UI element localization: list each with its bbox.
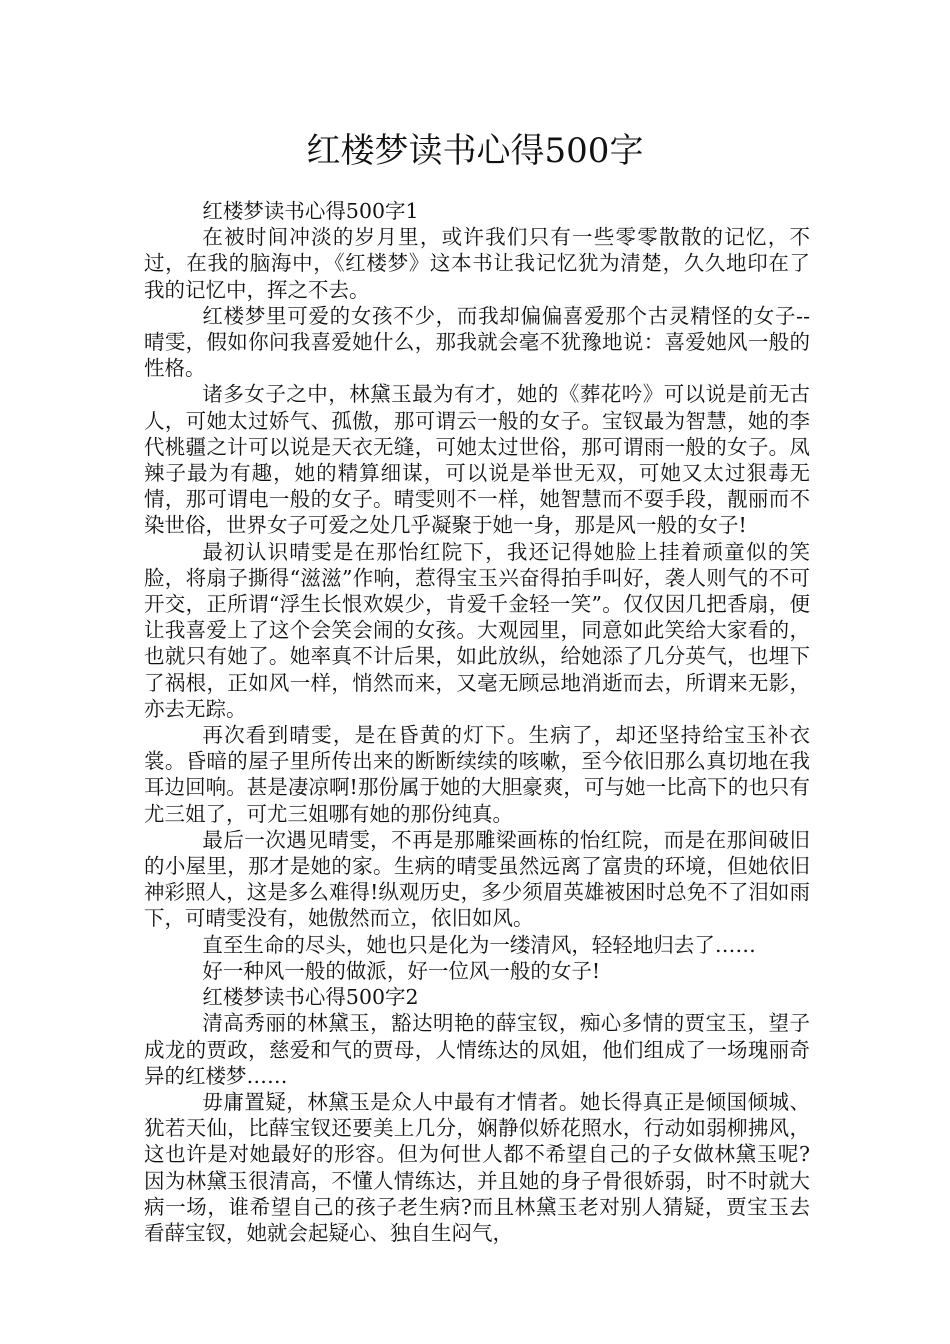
paragraph: 再次看到晴雯，是在昏黄的灯下。生病了，却还坚持给宝玉补衣裳。昏暗的屋子里所传出来的断断续续的咳嗽，至今依旧那么真切地在我耳边回响。甚是凄凉啊!那份属于她的大胆豪爽，可与她一比高下的也只有尤三姐了，可尤三姐哪有她的那份纯真。	[144, 723, 810, 826]
paragraph: 最初认识晴雯是在那怡红院下，我还记得她脸上挂着顽童似的笑脸，将扇子撕得“滋滋”作响，惹得宝玉兴奋得拍手叫好，袭人则气的不可开交，正所谓“浮生长恨欢娱少，肯爱千金轻一笑”。仅仅因几把香扇，便让我喜爱上了这个会笑会闹的女孩。大观园里，同意如此笑给大家看的，也就只有她了。她率真不计后果，如此放纵，给她添了几分英气，也埋下了祸根，正如风一样，悄然而来，又毫无顾忌地消逝而去，所谓来无影，亦去无踪。	[144, 539, 810, 721]
paragraph: 在被时间冲淡的岁月里，或许我们只有一些零零散散的记忆，不过，在我的脑海中，《红楼梦》这本书让我记忆犹为清楚，久久地印在了我的记忆中，挥之不去。	[144, 225, 810, 302]
section-heading-1: 红楼梦读书心得500字1	[202, 199, 419, 223]
paragraph: 诸多女子之中，林黛玉最为有才，她的《葬花吟》可以说是前无古人，可她太过娇气、孤傲，那可谓云一般的女子。宝钗最为智慧，她的李代桃疆之计可以说是天衣无缝，可她太过世俗，那可谓雨一般的女子。凤辣子最为有趣，她的精算细谋，可以说是举世无双，可她又太过狠毒无情，那可谓电一般的女子。晴雯则不一样，她智慧而不耍手段，靓丽而不染世俗，世界女子可爱之处几乎凝聚于她一身，那是风一般的女子!	[144, 382, 810, 538]
document-body	[144, 198, 810, 1246]
document-title: 红楼梦读书心得500字	[306, 131, 644, 171]
paragraph: 清高秀丽的林黛玉，豁达明艳的薛宝钗，痴心多情的贾宝玉，望子成龙的贾政，慈爱和气的贾母，人情练达的凤姐，他们组成了一场瑰丽奇异的红楼梦……	[144, 1011, 810, 1088]
paragraph: 直至生命的尽头，她也只是化为一缕清风，轻轻地归去了……	[202, 932, 756, 957]
section-heading-2: 红楼梦读书心得500字2	[202, 985, 419, 1010]
paragraph: 好一种风一般的做派，好一位风一般的女子!	[202, 958, 601, 983]
paragraph: 红楼梦里可爱的女孩不少，而我却偏偏喜爱那个古灵精怪的女子--晴雯，假如你问我喜爱她什么，那我就会毫不犹豫地说：喜爱她风一般的性格。	[144, 303, 810, 381]
paragraph: 最后一次遇见晴雯，不再是那雕梁画栋的怡红院，而是在那间破旧的小屋里，那才是她的家。生病的晴雯虽然远离了富贵的环境，但她依旧神彩照人，这是多么难得!纵观历史，多少须眉英雄被困时总免不了泪如雨下，可晴雯没有，她傲然而立，依旧如风。	[144, 827, 810, 931]
paragraph: 毋庸置疑，林黛玉是众人中最有才情者。她长得真正是倾国倾城、犹若天仙，比薛宝钗还要美上几分，娴静似娇花照水，行动如弱柳拂风，这也许是对她最好的形容。但为何世人都不希望自己的子女做林黛玉呢?因为林黛玉很清高，不懂人情练达，并且她的身子骨很娇弱，时不时就大病一场，谁希望自己的孩子老生病?而且林黛玉老对别人猜疑，贾宝玉去看薛宝钗，她就会起疑心、独自生闷气，	[144, 1089, 810, 1245]
